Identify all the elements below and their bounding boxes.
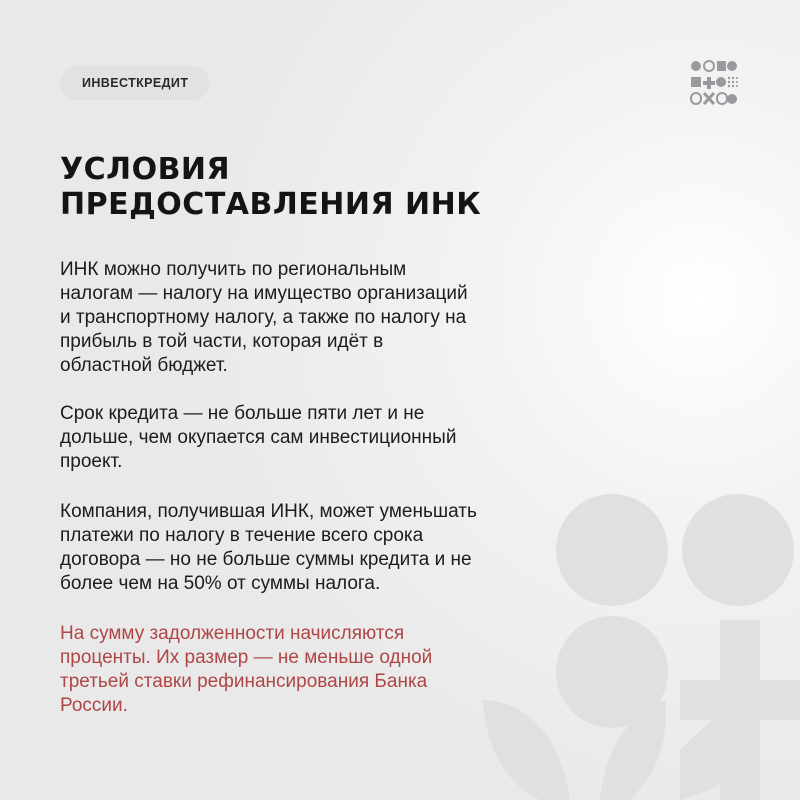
category-badge-label: ИНВЕСТКРЕДИТ (82, 76, 189, 90)
paragraph-line: платежи по налогу в течение всего срока (60, 525, 424, 546)
paragraph-line: прибыль в той части, которая идёт в (60, 331, 384, 352)
paragraph-line: проценты. Их размер — не меньше одной (60, 647, 433, 668)
paragraph-line: более чем на 50% от суммы налога. (60, 573, 381, 594)
paragraph-payment-reduction (60, 500, 600, 596)
brand-pattern-logo-icon (690, 60, 738, 106)
paragraph-line: проект. (60, 451, 123, 472)
decor-circle-right (682, 494, 794, 606)
paragraph-line: областной бюджет. (60, 355, 228, 376)
paragraph-line: На сумму задолженности начисляются (60, 623, 405, 644)
paragraph-line: Срок кредита — не больше пяти лет и не (60, 403, 425, 424)
paragraph-interest-accent (60, 622, 600, 718)
page-title-line-2: ПРЕДОСТАВЛЕНИЯ ИНК (60, 187, 482, 222)
paragraph-line: ИНК можно получить по региональным (60, 259, 407, 280)
paragraph-line: и транспортному налогу, а также по налогу на (60, 307, 467, 328)
page-title (60, 152, 481, 222)
page-title-line-1: УСЛОВИЯ (60, 152, 231, 187)
paragraph-credit-term (60, 402, 600, 474)
paragraph-line: договора — но не больше суммы кредита и не (60, 549, 472, 570)
paragraph-line: Компания, получившая ИНК, может уменьшать (60, 501, 477, 522)
paragraph-line: России. (60, 695, 128, 716)
decor-cross-horizontal (680, 680, 800, 720)
paragraph-line: третьей ставки рефинансирования Банка (60, 671, 428, 692)
category-badge (60, 66, 210, 100)
paragraph-line: дольше, чем окупается сам инвестиционный (60, 427, 457, 448)
paragraph-line: налогам — налогу на имущество организаций (60, 283, 468, 304)
paragraph-tax-types (60, 258, 600, 378)
